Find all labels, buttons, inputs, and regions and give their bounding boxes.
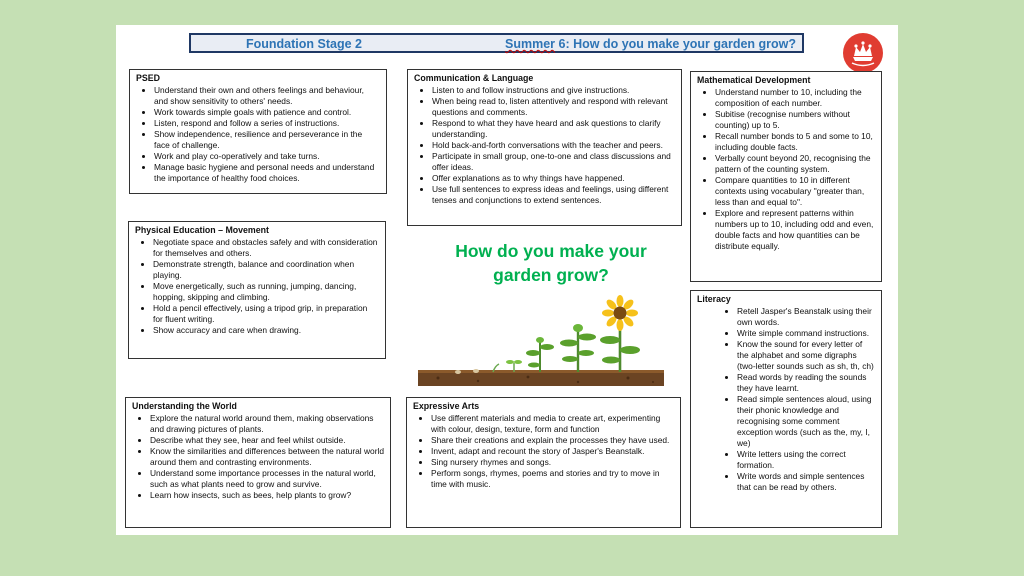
maths-list xyxy=(697,87,875,252)
list-item: • Explore and represent patterns within numbers up to 10, including odd and even, double facts and how quantities can be distribute equally. xyxy=(715,208,875,252)
centre-title-line2: garden grow? xyxy=(493,265,609,285)
list-item: • Understand their own and others feelings and behaviour, and show sensitivity to others' needs. xyxy=(154,85,380,107)
list-item: • Understand some importance processes in the natural world, such as what plants need to grow and survive. xyxy=(150,468,384,490)
list-item: • Explore the natural world around them, making observations and drawing pictures of plants. xyxy=(150,413,384,435)
pe-list xyxy=(135,237,379,336)
maths-title: Mathematical Development xyxy=(697,75,811,85)
expressive-arts-box xyxy=(406,397,681,528)
pe-title: Physical Education – Movement xyxy=(135,225,269,235)
list-item: • Invent, adapt and recount the story of Jasper's Beanstalk. xyxy=(431,446,674,457)
list-item: • Show accuracy and care when drawing. xyxy=(153,325,379,336)
maths-box xyxy=(690,71,882,282)
list-item: • Work and play co-operatively and take turns. xyxy=(154,151,380,162)
list-item: • Write simple command instructions. xyxy=(737,328,875,339)
list-item: • Work towards simple goals with patience and control. xyxy=(154,107,380,118)
list-item: • Move energetically, such as running, jumping, dancing, hopping, skipping and climbing. xyxy=(153,281,379,303)
list-item: • Share their creations and explain the processes they have used. xyxy=(431,435,674,446)
list-item: • Write words and simple sentences that can be read by others. xyxy=(737,471,875,493)
list-item: • When being read to, listen attentively and respond with relevant questions and comments. xyxy=(432,96,675,118)
list-item: • Recall number bonds to 5 and some to 10, including double facts. xyxy=(715,131,875,153)
header-summer-word: Summer xyxy=(505,37,556,51)
arts-title: Expressive Arts xyxy=(413,401,480,411)
physical-education-box xyxy=(128,221,386,359)
communication-language-box xyxy=(407,69,682,226)
list-item: • Know the sound for every letter of the alphabet and some digraphs (two-letter sounds such as sh, th, ch) xyxy=(737,339,875,372)
list-item: • Sing nursery rhymes and songs. xyxy=(431,457,674,468)
list-item: • Learn how insects, such as bees, help plants to grow? xyxy=(150,490,384,501)
list-item: • Manage basic hygiene and personal needs and understand the importance of healthy food choices. xyxy=(154,162,380,184)
slide xyxy=(116,25,898,535)
list-item: • Demonstrate strength, balance and coordination when playing. xyxy=(153,259,379,281)
list-item: • Use different materials and media to create art, experimenting with colour, design, texture, form and function xyxy=(431,413,674,435)
utw-list xyxy=(132,413,384,501)
centre-title-line1: How do you make your xyxy=(455,241,647,261)
understanding-world-box xyxy=(125,397,391,528)
list-item: • Hold back-and-forth conversations with the teacher and peers. xyxy=(432,140,675,151)
list-item: • Understand number to 10, including the composition of each number. xyxy=(715,87,875,109)
header-stage: Foundation Stage 2 xyxy=(246,37,362,51)
list-item: • Hold a pencil effectively, using a tripod grip, in preparation for fluent writing. xyxy=(153,303,379,325)
list-item: • Listen to and follow instructions and give instructions. xyxy=(432,85,675,96)
list-item: • Read words by reading the sounds they have learnt. xyxy=(737,372,875,394)
literacy-list xyxy=(697,306,875,493)
psed-title: PSED xyxy=(136,73,160,83)
list-item: • Write letters using the correct formation. xyxy=(737,449,875,471)
header-banner xyxy=(189,33,804,53)
list-item: • Verbally count beyond 20, recognising the pattern of the counting system. xyxy=(715,153,875,175)
centre-title xyxy=(416,239,686,287)
list-item: • Offer explanations as to why things have happened. xyxy=(432,173,675,184)
arts-list xyxy=(413,413,674,490)
list-item: • Negotiate space and obstacles safely and with consideration for themselves and others. xyxy=(153,237,379,259)
list-item: • Compare quantities to 10 in different contexts using vocabulary "greater than, less than and equal to". xyxy=(715,175,875,208)
list-item: • Read simple sentences aloud, using their phonic knowledge and recognising some comment exception words (such as the, my, I, we) xyxy=(737,394,875,449)
list-item: • Subitise (recognise numbers without counting) up to 5. xyxy=(715,109,875,131)
literacy-title: Literacy xyxy=(697,294,731,304)
header-topic xyxy=(505,37,796,51)
communication-title: Communication & Language xyxy=(414,73,534,83)
header-topic-rest: 6: How do you make your garden grow? xyxy=(555,37,797,51)
list-item: • Respond to what they have heard and ask questions to clarify understanding. xyxy=(432,118,675,140)
utw-title: Understanding the World xyxy=(132,401,237,411)
list-item: • Show independence, resilience and perseverance in the face of challenge. xyxy=(154,129,380,151)
communication-list xyxy=(414,85,675,206)
list-item: • Participate in small group, one-to-one and class discussions and offer ideas. xyxy=(432,151,675,173)
school-crest-icon xyxy=(843,33,883,73)
list-item: • Listen, respond and follow a series of instructions. xyxy=(154,118,380,129)
list-item: • Perform songs, rhymes, poems and stories and try to move in time with music. xyxy=(431,468,674,490)
plant-growth-illustration xyxy=(418,295,664,390)
list-item: • Describe what they see, hear and feel whilst outside. xyxy=(150,435,384,446)
literacy-box xyxy=(690,290,882,528)
list-item: • Retell Jasper's Beanstalk using their own words. xyxy=(737,306,875,328)
list-item: • Know the similarities and differences between the natural world around them and contrasting environments. xyxy=(150,446,384,468)
psed-box xyxy=(129,69,387,194)
list-item: • Use full sentences to express ideas and feelings, using different tenses and conjunctions to extend sentences. xyxy=(432,184,675,206)
psed-list xyxy=(136,85,380,184)
